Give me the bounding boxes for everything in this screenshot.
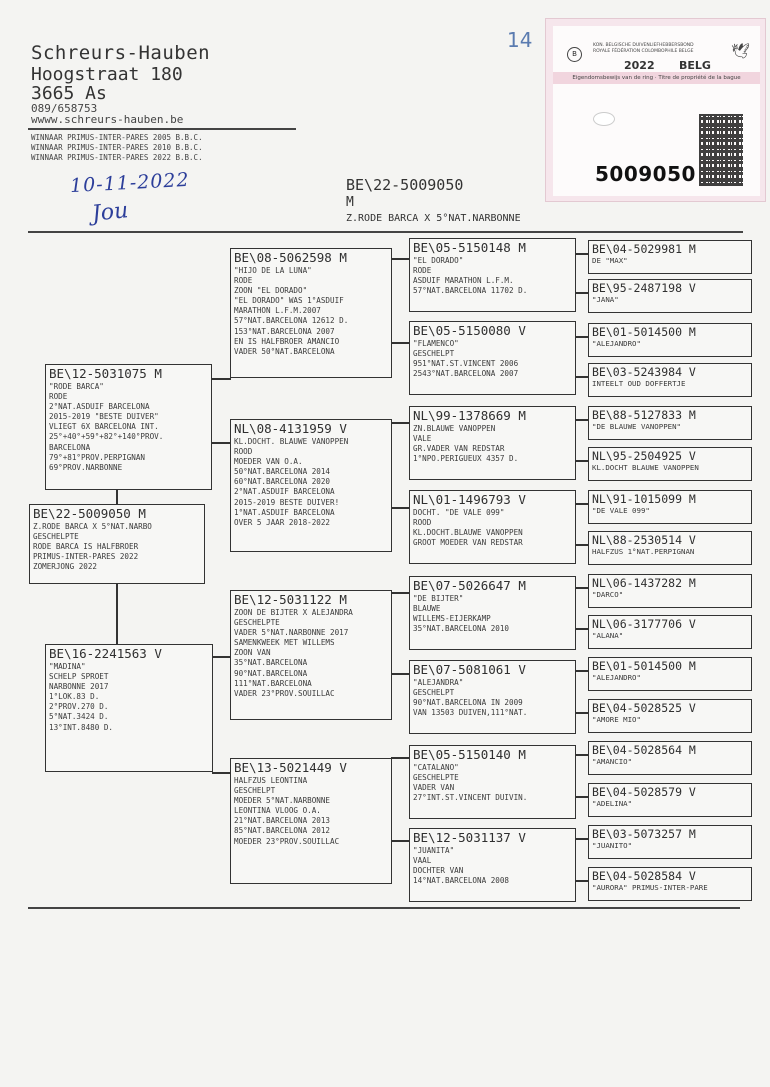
bird-info: "ALEJANDRO" [592, 673, 641, 682]
ring-number: BE\03-5073257 M [592, 827, 696, 841]
bird-info: DE "MAX" [592, 256, 628, 265]
award-line: WINNAAR PRIMUS-INTER-PARES 2022 B.B.C. [31, 153, 203, 162]
pedigree-box-gen4 [588, 699, 752, 733]
connector-line [575, 336, 588, 338]
connector-line [575, 460, 588, 462]
connector-line [575, 503, 588, 505]
ring-number: NL\88-2530514 V [592, 533, 696, 547]
bird-info: KL.DOCHT. BLAUWE VANOPPEN ROOD MOEDER VAN O.A. 50°NAT.BARCELONA 2014 60°NAT.BARCELONA 2020 2°NAT.ASDUIF BARCELONA 2015-2019 BESTE DUIVER! 1°NAT.ASDUIF BARCELONA OVER 5 JAAR 2018-2022 [234, 437, 349, 527]
subject-sex: M [346, 195, 354, 210]
pedigree-box-gen4 [588, 363, 752, 397]
award-line: WINNAAR PRIMUS-INTER-PARES 2010 B.B.C. [31, 143, 203, 152]
bird-info: "FLAMENCO" GESCHELPT 951°NAT.ST.VINCENT 2006 2543°NAT.BARCELONA 2007 [413, 339, 519, 379]
bird-info: "CATALANO" GESCHELPTE VADER VAN 27°INT.ST.VINCENT DUIVIN. [413, 763, 528, 803]
connector-line [116, 584, 118, 644]
bird-info: KL.DOCHT BLAUWE VANOPPEN [592, 463, 699, 472]
subject-description: Z.RODE BARCA X 5°NAT.NARBONNE [346, 213, 521, 224]
pedigree-box-gen3 [409, 321, 576, 395]
connector-line [391, 422, 410, 424]
qr-code-icon [699, 114, 743, 186]
connector-line [391, 592, 410, 594]
pedigree-box-gen4 [588, 615, 752, 649]
bird-info: "DE VALE 099" [592, 506, 650, 515]
ring-number: NL\08-4131959 V [234, 421, 347, 436]
pedigree-box-gen4 [588, 531, 752, 565]
card-org-line-2: ROYALE FÉDÉRATION COLOMBOPHILE BELGE [593, 49, 694, 54]
connector-line [575, 796, 588, 798]
ring-number: NL\99-1378669 M [413, 408, 526, 423]
connector-line [391, 258, 410, 260]
bird-info: "AURORA" PRIMUS-INTER-PARE [592, 883, 708, 892]
ring-number: BE\05-5150080 V [413, 323, 526, 338]
connector-line [211, 378, 231, 380]
pedigree-box-gen4 [588, 490, 752, 524]
bird-info: DOCHT. "DE VALE 099" ROOD KL.DOCHT.BLAUWE VANOPPEN GROOT MOEDER VAN REDSTAR [413, 508, 523, 548]
ring-number: BE\16-2241563 V [49, 646, 162, 661]
connector-line [575, 838, 588, 840]
pedigree-box-gen2 [230, 758, 392, 884]
bird-info: "JUANITA" VAAL DOCHTER VAN 14°NAT.BARCELONA 2008 [413, 846, 510, 886]
breeder-street: Hoogstraat 180 [31, 64, 183, 85]
connector-line [575, 754, 588, 756]
connector-line [575, 712, 588, 714]
connector-line [575, 587, 588, 589]
ring-number: BE\04-5029981 M [592, 242, 696, 256]
connector-line [116, 490, 118, 504]
pedigree-box-gen3 [409, 745, 576, 819]
pedigree-dam-box [45, 644, 213, 772]
bird-info: "DARCO" [592, 590, 624, 599]
bird-info: "RODE BARCA" RODE 2°NAT.ASDUIF BARCELONA 2015-2019 "BESTE DUIVER" VLIEGT 6X BARCELONA INT. 25°+40°+59°+82°+140°PROV. BARCELONA 79°+81°PROV.PERPIGNAN 69°PROV.NARBONNE [49, 382, 164, 472]
federation-emblem-icon: B [567, 47, 582, 62]
ring-number: BE\04-5028584 V [592, 869, 696, 883]
ring-number: BE\95-2487198 V [592, 281, 696, 295]
pedigree-box-gen4 [588, 867, 752, 901]
bird-info: "ALEJANDRO" [592, 339, 641, 348]
ring-number: BE\22-5009050 M [33, 506, 146, 521]
card-org-line-1: KON. BELGISCHE DUIVENLIEFHEBBERSBOND [593, 43, 694, 48]
connector-line [212, 656, 231, 658]
connector-line [391, 342, 410, 344]
ring-card-body [553, 26, 760, 196]
bird-info: "HIJO DE LA LUNA" RODE ZOON "EL DORADO" "EL DORADO" WAS 1°ASDUIF MARATHON L.F.M.2007 57°NAT.BARCELONA 12612 D. 153°NAT.BARCELONA 2007 EN IS HALFBROER AMANCIO VADER 50°NAT.BARCELONA [234, 266, 349, 356]
ring-number: BE\12-5031137 V [413, 830, 526, 845]
pedigree-box-gen4 [588, 741, 752, 775]
connector-line [391, 757, 410, 759]
ring-number: BE\12-5031075 M [49, 366, 162, 381]
ring-number: BE\01-5014500 M [592, 325, 696, 339]
handwritten-date: 10-11-2022 [69, 168, 191, 198]
connector-line [211, 442, 231, 444]
ring-number: BE\13-5021449 V [234, 760, 347, 775]
ring-number: BE\05-5150140 M [413, 747, 526, 762]
pedigree-box-gen4 [588, 657, 752, 691]
bird-info: Z.RODE BARCA X 5°NAT.NARBO GESCHELPTE RODE BARCA IS HALFBROER PRIMUS-INTER-PARES 2022 ZOMERJONG 2022 [33, 522, 152, 572]
breeder-phone: 089/658753 [31, 102, 98, 115]
ring-number: BE\01-5014500 M [592, 659, 696, 673]
ring-number: BE\07-5026647 M [413, 578, 526, 593]
connector-line [575, 292, 588, 294]
top-divider [28, 231, 743, 233]
ring-number: BE\08-5062598 M [234, 250, 347, 265]
bird-info: INTEELT OUD DOFFERTJE [592, 379, 686, 388]
pedigree-box-gen4 [588, 447, 752, 481]
bird-info: "AMANCIO" [592, 757, 633, 766]
ring-number: BE\03-5243984 V [592, 365, 696, 379]
ring-ownership-card [545, 18, 766, 202]
ring-number: BE\04-5028579 V [592, 785, 696, 799]
bird-info: HALFZUS LEONTINA GESCHELPT MOEDER 5°NAT.NARBONNE LEONTINA VLOOG O.A. 21°NAT.BARCELONA 2013 85°NAT.BARCELONA 2012 MOEDER 23°PROV.SOUILLAC [234, 776, 340, 846]
award-line: WINNAAR PRIMUS-INTER-PARES 2005 B.B.C. [31, 133, 203, 142]
ring-number: NL\01-1496793 V [413, 492, 526, 507]
pedigree-box-gen2 [230, 419, 392, 552]
bird-info: HALFZUS 1°NAT.PERPIGNAN [592, 547, 695, 556]
pedigree-box-gen2 [230, 590, 392, 720]
pedigree-box-gen4 [588, 406, 752, 440]
card-year: 2022 [624, 59, 655, 72]
connector-line [575, 880, 588, 882]
handwritten-signature: Jou [90, 198, 130, 227]
ring-number: BE\04-5028525 V [592, 701, 696, 715]
pedigree-box-gen4 [588, 240, 752, 274]
connector-line [575, 376, 588, 378]
pedigree-box-gen4 [588, 574, 752, 608]
awards-list [31, 133, 203, 163]
bird-info: ZOON DE BIJTER X ALEJANDRA GESCHELPTE VADER 5°NAT.NARBONNE 2017 SAMENKWEEK MET WILLEMS ZOON VAN 35°NAT.BARCELONA 90°NAT.BARCELONA 111°NAT.BARCELONA VADER 23°PROV.SOUILLAC [234, 608, 353, 698]
bird-info: "ALANA" [592, 631, 624, 640]
ring-number: NL\06-3177706 V [592, 617, 696, 631]
ring-number: NL\95-2504925 V [592, 449, 696, 463]
bird-info: ZN.BLAUWE VANOPPEN VALE GR.VADER VAN REDSTAR 1°NPO.PERIGUEUX 4357 D. [413, 424, 519, 464]
connector-line [575, 670, 588, 672]
pedigree-box-gen3 [409, 406, 576, 480]
pedigree-box-gen3 [409, 238, 576, 312]
ring-number: NL\91-1015099 M [592, 492, 696, 506]
connector-line [391, 507, 410, 509]
pedigree-subject-box [29, 504, 205, 584]
connector-line [575, 419, 588, 421]
pedigree-box-gen3 [409, 660, 576, 734]
bird-info: "DE BLAUWE VANOPPEN" [592, 422, 681, 431]
breeder-website: wwww.schreurs-hauben.be [31, 113, 184, 126]
connector-line [575, 544, 588, 546]
pedigree-box-gen4 [588, 323, 752, 357]
breeder-name: Schreurs-Hauben [31, 42, 211, 64]
ring-number: BE\07-5081061 V [413, 662, 526, 677]
pedigree-sire-box [45, 364, 212, 490]
card-country: BELG [679, 59, 711, 72]
subject-ring-number: BE\22-5009050 [346, 176, 464, 194]
connector-line [575, 628, 588, 630]
pigeon-icon: 🕊 [731, 42, 751, 60]
pedigree-box-gen3 [409, 828, 576, 902]
pedigree-box-gen4 [588, 783, 752, 817]
bird-info: "AMORE MIO" [592, 715, 641, 724]
connector-line [391, 673, 410, 675]
bottom-divider [28, 907, 740, 909]
ring-number: BE\12-5031122 M [234, 592, 347, 607]
pedigree-box-gen3 [409, 490, 576, 564]
bird-info: "JANA" [592, 295, 619, 304]
breeder-city: 3665 As [31, 83, 107, 104]
bird-info: "MADINA" SCHELP SPROET NARBONNE 2017 1°LOK.83 D. 2°PROV.270 D. 5°NAT.3424 D. 13°INT.8480 D. [49, 662, 114, 732]
pedigree-box-gen3 [409, 576, 576, 650]
bird-info: "DE BIJTER" BLAUWE WILLEMS-EIJERKAMP 35°NAT.BARCELONA 2010 [413, 594, 510, 634]
ring-number: NL\06-1437282 M [592, 576, 696, 590]
handwritten-page-number: 14 [507, 28, 533, 52]
pedigree-box-gen4 [588, 279, 752, 313]
card-ring-number: 5009050 [595, 162, 696, 186]
connector-line [575, 253, 588, 255]
bird-info: "JUANITO" [592, 841, 633, 850]
ring-number: BE\88-5127833 M [592, 408, 696, 422]
connector-line [391, 840, 410, 842]
card-punch-hole [593, 112, 615, 126]
card-stripe-text: Eigendomsbewijs van de ring · Titre de propriété de la bague [553, 72, 760, 84]
ring-number: BE\05-5150148 M [413, 240, 526, 255]
connector-line [212, 772, 231, 774]
bird-info: "ADELINA" [592, 799, 633, 808]
ring-number: BE\04-5028564 M [592, 743, 696, 757]
bird-info: "EL DORADO" RODE ASDUIF MARATHON L.F.M. 57°NAT.BARCELONA 11702 D. [413, 256, 528, 296]
header-divider [28, 128, 296, 130]
pedigree-box-gen2 [230, 248, 392, 378]
pedigree-box-gen4 [588, 825, 752, 859]
bird-info: "ALEJANDRA" GESCHELPT 90°NAT.BARCELONA IN 2009 VAN 13503 DUIVEN,111°NAT. [413, 678, 528, 718]
